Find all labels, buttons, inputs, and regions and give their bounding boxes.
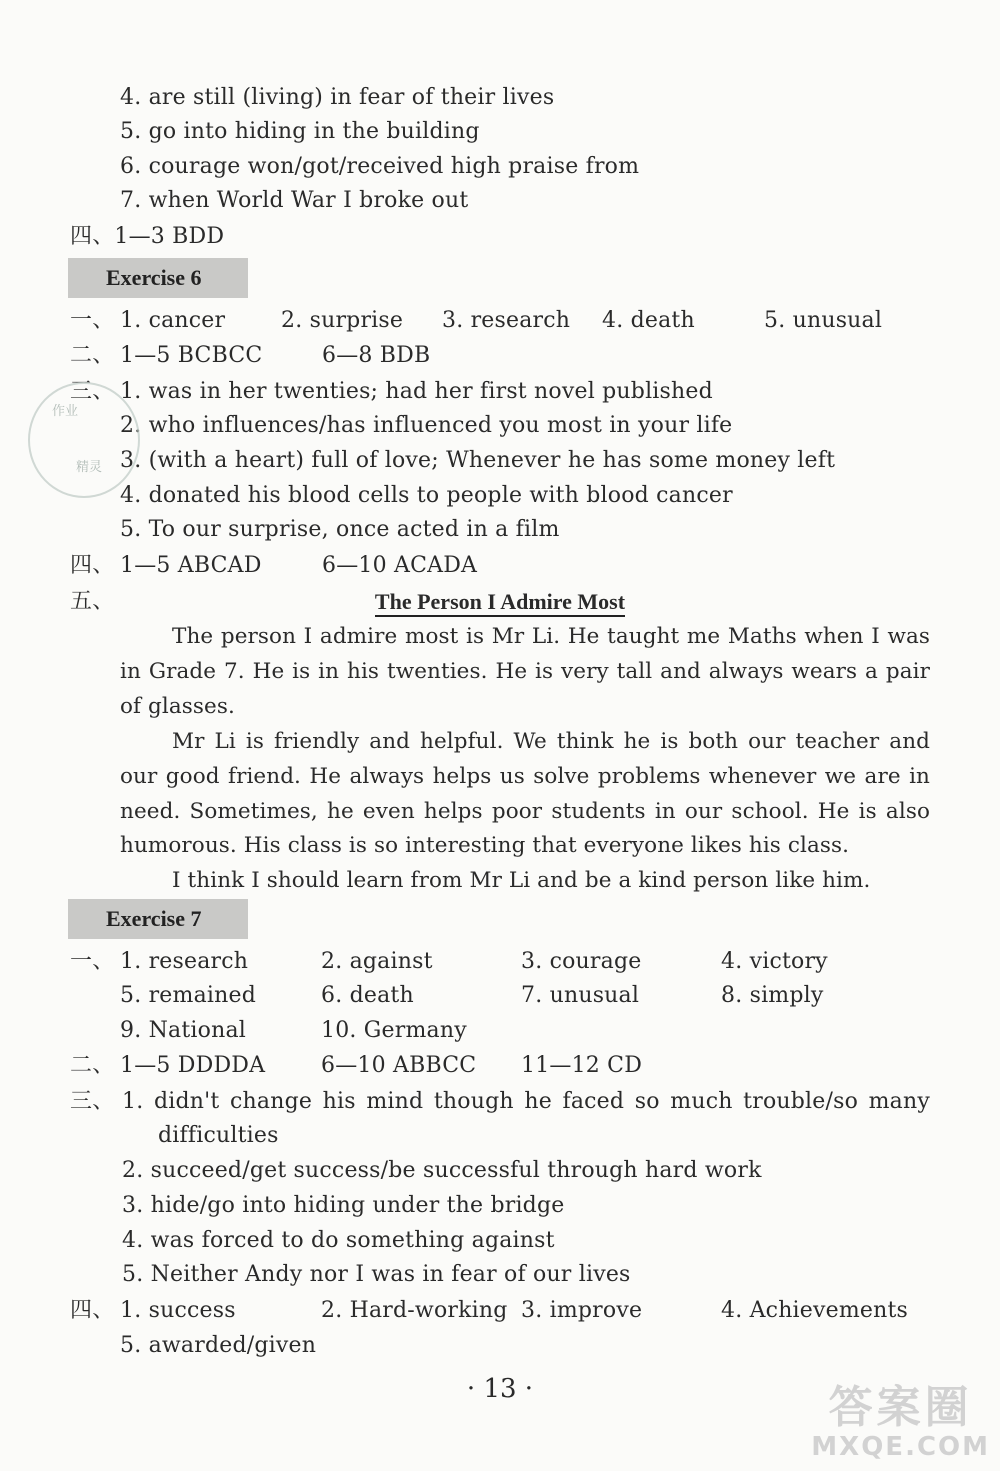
ex7-part3-item-1-line1: 1. didn't change his mind though he faced so much trouble/so many (122, 1089, 930, 1114)
ex7-part3-item: 5. Neither Andy nor I was in fear of our lives (122, 1262, 631, 1287)
ex6-part2-item: 1—5 BCBCC (120, 343, 263, 368)
ex7-part4-item: 3. improve (521, 1298, 643, 1323)
ex6-part1-item: 5. unusual (764, 308, 883, 333)
ex6-part3-item: 2. who influences/has influenced you most in your life (120, 413, 733, 438)
essay-title (0, 587, 1000, 617)
ex6-part1-item: 2. surprise (281, 308, 404, 333)
exercise-6-header: Exercise 6 (68, 258, 248, 298)
ex6-part3-item: 3. (with a heart) full of love; Whenever he has some money left (120, 448, 836, 473)
watermark-logo: 答案圈 (828, 1382, 973, 1433)
ex6-part4-label: 四、 (70, 553, 115, 578)
site-watermark (811, 1383, 990, 1461)
exercise-7-header: Exercise 7 (68, 899, 248, 939)
ex7-part1-item: 7. unusual (521, 983, 640, 1008)
ex7-part1-item: 5. remained (120, 983, 257, 1008)
top-item-5: 5. go into hiding in the building (120, 119, 480, 144)
ex7-part1-item: 6. death (321, 983, 414, 1008)
ex7-part4-item: 1. success (120, 1298, 236, 1323)
ex6-part1-item: 4. death (602, 308, 695, 333)
ex7-part2-label: 二、 (70, 1053, 115, 1078)
ex7-part4-label: 四、 (70, 1298, 115, 1323)
ex7-part3-item-1-line2: difficulties (158, 1123, 279, 1148)
watermark-site: MXQE.COM (811, 1432, 990, 1462)
ex7-part3-item: 4. was forced to do something against (122, 1228, 555, 1253)
ex7-part3-item: 3. hide/go into hiding under the bridge (122, 1193, 565, 1218)
ex7-part4-item: 2. Hard-working (321, 1298, 508, 1323)
ex7-part4-item: 4. Achievements (721, 1298, 909, 1323)
ex7-part2-item: 6—10 ABBCC (321, 1053, 477, 1078)
ex7-part1-item: 4. victory (721, 949, 828, 974)
ex6-part2-label: 二、 (70, 343, 115, 368)
ex7-part2-item: 11—12 CD (521, 1053, 643, 1078)
ex6-part1-item: 1. cancer (120, 308, 226, 333)
ex6-part3-item: 4. donated his blood cells to people with blood cancer (120, 483, 733, 508)
ex7-part3-item: 2. succeed/get success/be successful through hard work (122, 1158, 762, 1183)
stamp-text-top: 作业 (52, 404, 79, 419)
ex7-part1-item: 9. National (120, 1018, 246, 1043)
essay-paragraph-3: I think I should learn from Mr Li and be a kind person like him. (172, 868, 871, 893)
homework-stamp-watermark (28, 382, 140, 498)
ex6-part1-label: 一、 (70, 308, 115, 333)
essay-paragraph-1: The person I admire most is Mr Li. He taught me Maths when I was in Grade 7. He is in his twenties. He is very tall and always wears a pair of glasses. (120, 624, 930, 719)
ex7-part1-item: 1. research (120, 949, 249, 974)
stamp-text-bottom: 精灵 (76, 460, 103, 475)
ex6-part5-label: 五、 (70, 589, 115, 614)
ex7-part1-label: 一、 (70, 949, 115, 974)
page-number: · 13 · (466, 1374, 534, 1404)
ex7-part1-item: 8. simply (721, 983, 824, 1008)
top-item-4: 4. are still (living) in fear of their lives (120, 85, 555, 110)
essay-title-text: The Person I Admire Most (375, 589, 625, 617)
ex6-part4-item: 6—10 ACADA (322, 553, 478, 578)
ex7-part1-item: 10. Germany (321, 1018, 467, 1043)
top-part4: 四、1—3 BDD (70, 224, 225, 249)
ex6-part3-label: 三、 (70, 379, 115, 404)
ex6-part2-item: 6—8 BDB (322, 343, 431, 368)
ex6-part3-item: 5. To our surprise, once acted in a film (120, 517, 560, 542)
ex7-part4-item: 5. awarded/given (120, 1333, 317, 1358)
ex7-part1-item: 2. against (321, 949, 433, 974)
ex7-part2-item: 1—5 DDDDA (120, 1053, 266, 1078)
ex6-part4-item: 1—5 ABCAD (120, 553, 262, 578)
top-item-6: 6. courage won/got/received high praise from (120, 154, 640, 179)
ex6-part3-item: 1. was in her twenties; had her first novel published (120, 379, 713, 404)
ex6-part1-item: 3. research (442, 308, 571, 333)
ex7-part3-label: 三、 (70, 1089, 115, 1114)
essay-paragraph-2: Mr Li is friendly and helpful. We think he is both our teacher and our good friend. He always helps us solve problems whenever we are in need. Sometimes, he even helps poor students in our school. He is also humorous. His class is so interesting that everyone likes his class. (120, 729, 930, 859)
ex7-part1-item: 3. courage (521, 949, 642, 974)
top-item-7: 7. when World War Ⅰ broke out (120, 188, 469, 213)
